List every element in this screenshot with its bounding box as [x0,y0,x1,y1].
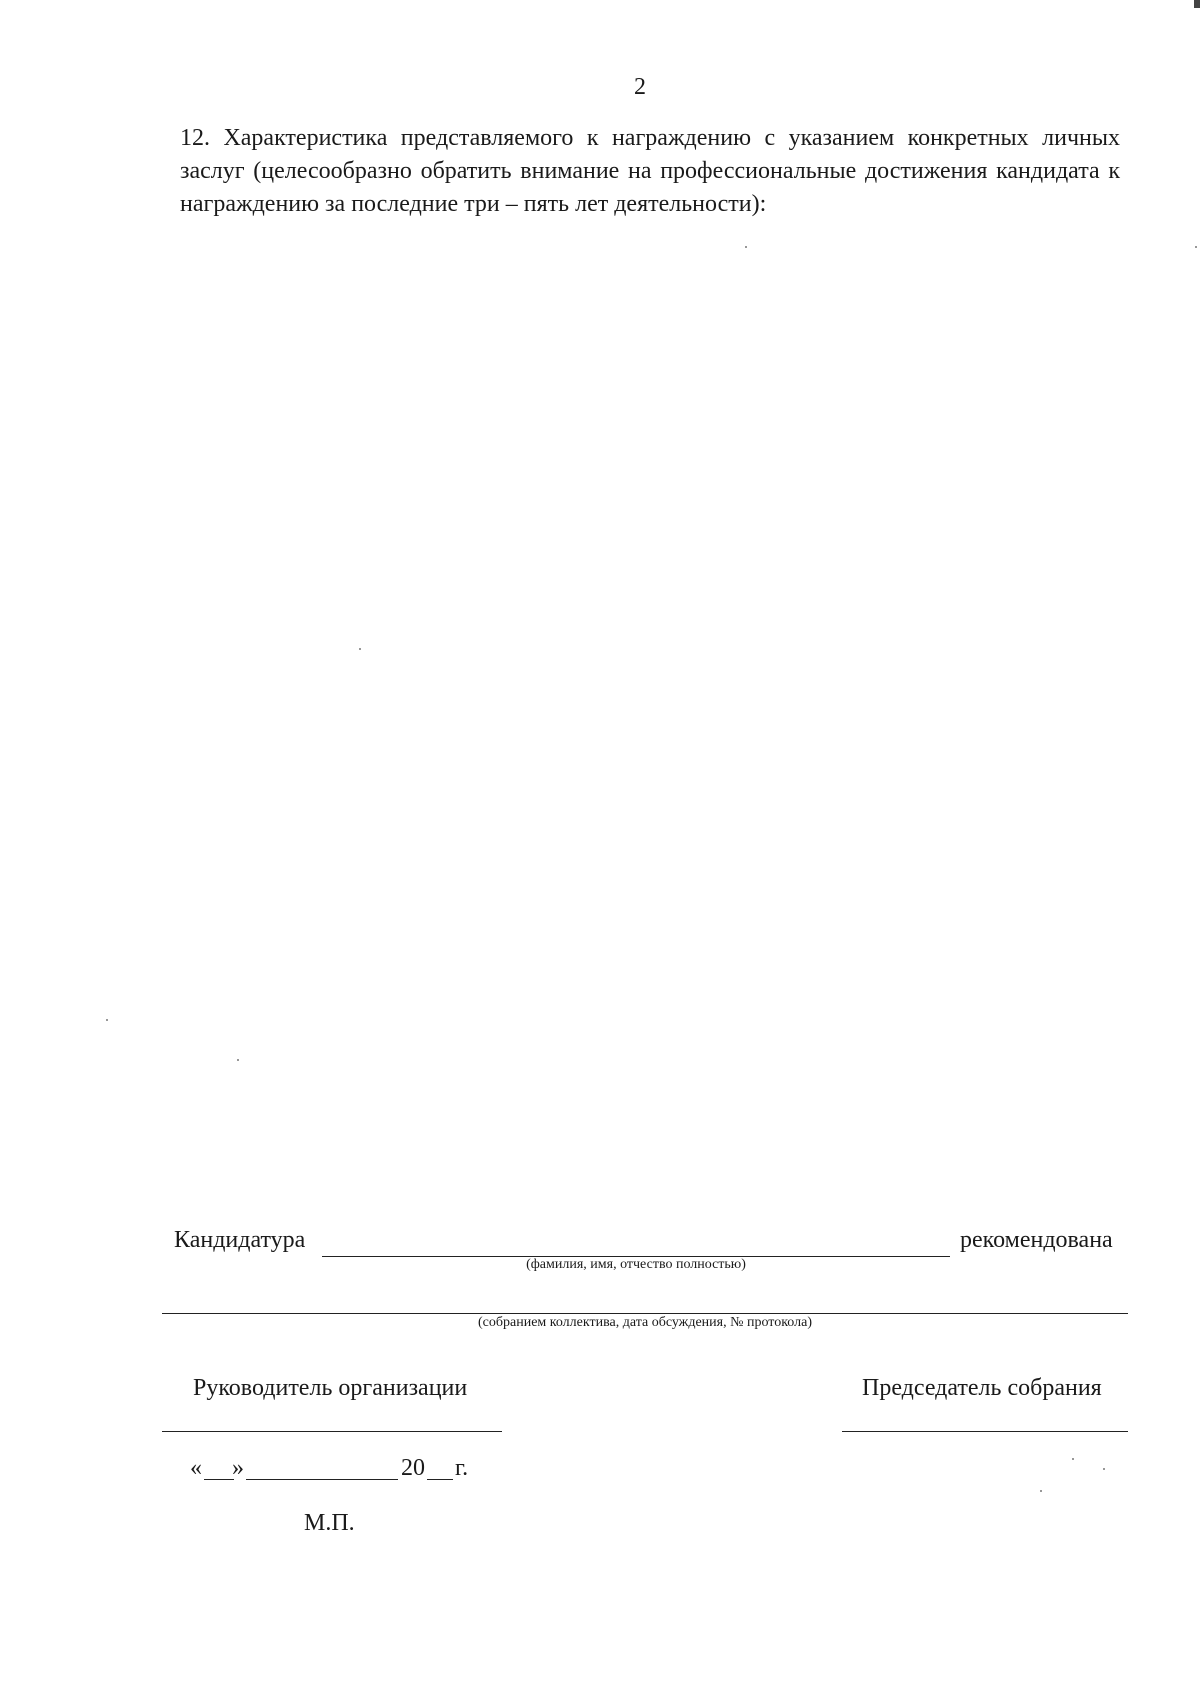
date-year-line [427,1479,453,1480]
scan-edge-mark [1194,0,1200,8]
meeting-details-hint: (собранием коллектива, дата обсуждения, № протокола) [478,1315,812,1330]
scan-speck [1103,1468,1105,1470]
date-open-quote: « [190,1455,202,1481]
scan-speck [359,648,361,650]
page-number: 2 [634,74,646,100]
head-signature-line [162,1431,502,1432]
scan-speck [1072,1458,1074,1460]
stamp-place-label: М.П. [304,1510,355,1536]
section-12-text: 12. Характеристика представляемого к награждению с указанием конкретных личных заслуг (целесообразно обратить внимание на профессиональные достижения кандидата к награждению за последние три – пять лет деятельности): [180,125,1120,217]
scan-speck [106,1019,108,1021]
recommended-label: рекомендована [960,1227,1113,1253]
meeting-details-line [162,1313,1128,1314]
date-year-prefix: 20 [401,1455,425,1481]
scan-speck [1040,1490,1042,1492]
date-day-line [204,1479,234,1480]
candidacy-label: Кандидатура [174,1227,306,1253]
scan-speck [237,1059,239,1061]
candidate-name-hint: (фамилия, имя, отчество полностью) [526,1257,746,1272]
head-of-organization-label: Руководитель организации [193,1375,468,1401]
scan-speck [745,246,747,248]
date-month-line [246,1479,398,1480]
chair-signature-line [842,1431,1128,1432]
date-year-suffix: г. [455,1455,469,1481]
date-close-quote: » [232,1455,244,1481]
scan-speck [1195,246,1197,248]
meeting-chair-label: Председатель собрания [862,1375,1102,1401]
